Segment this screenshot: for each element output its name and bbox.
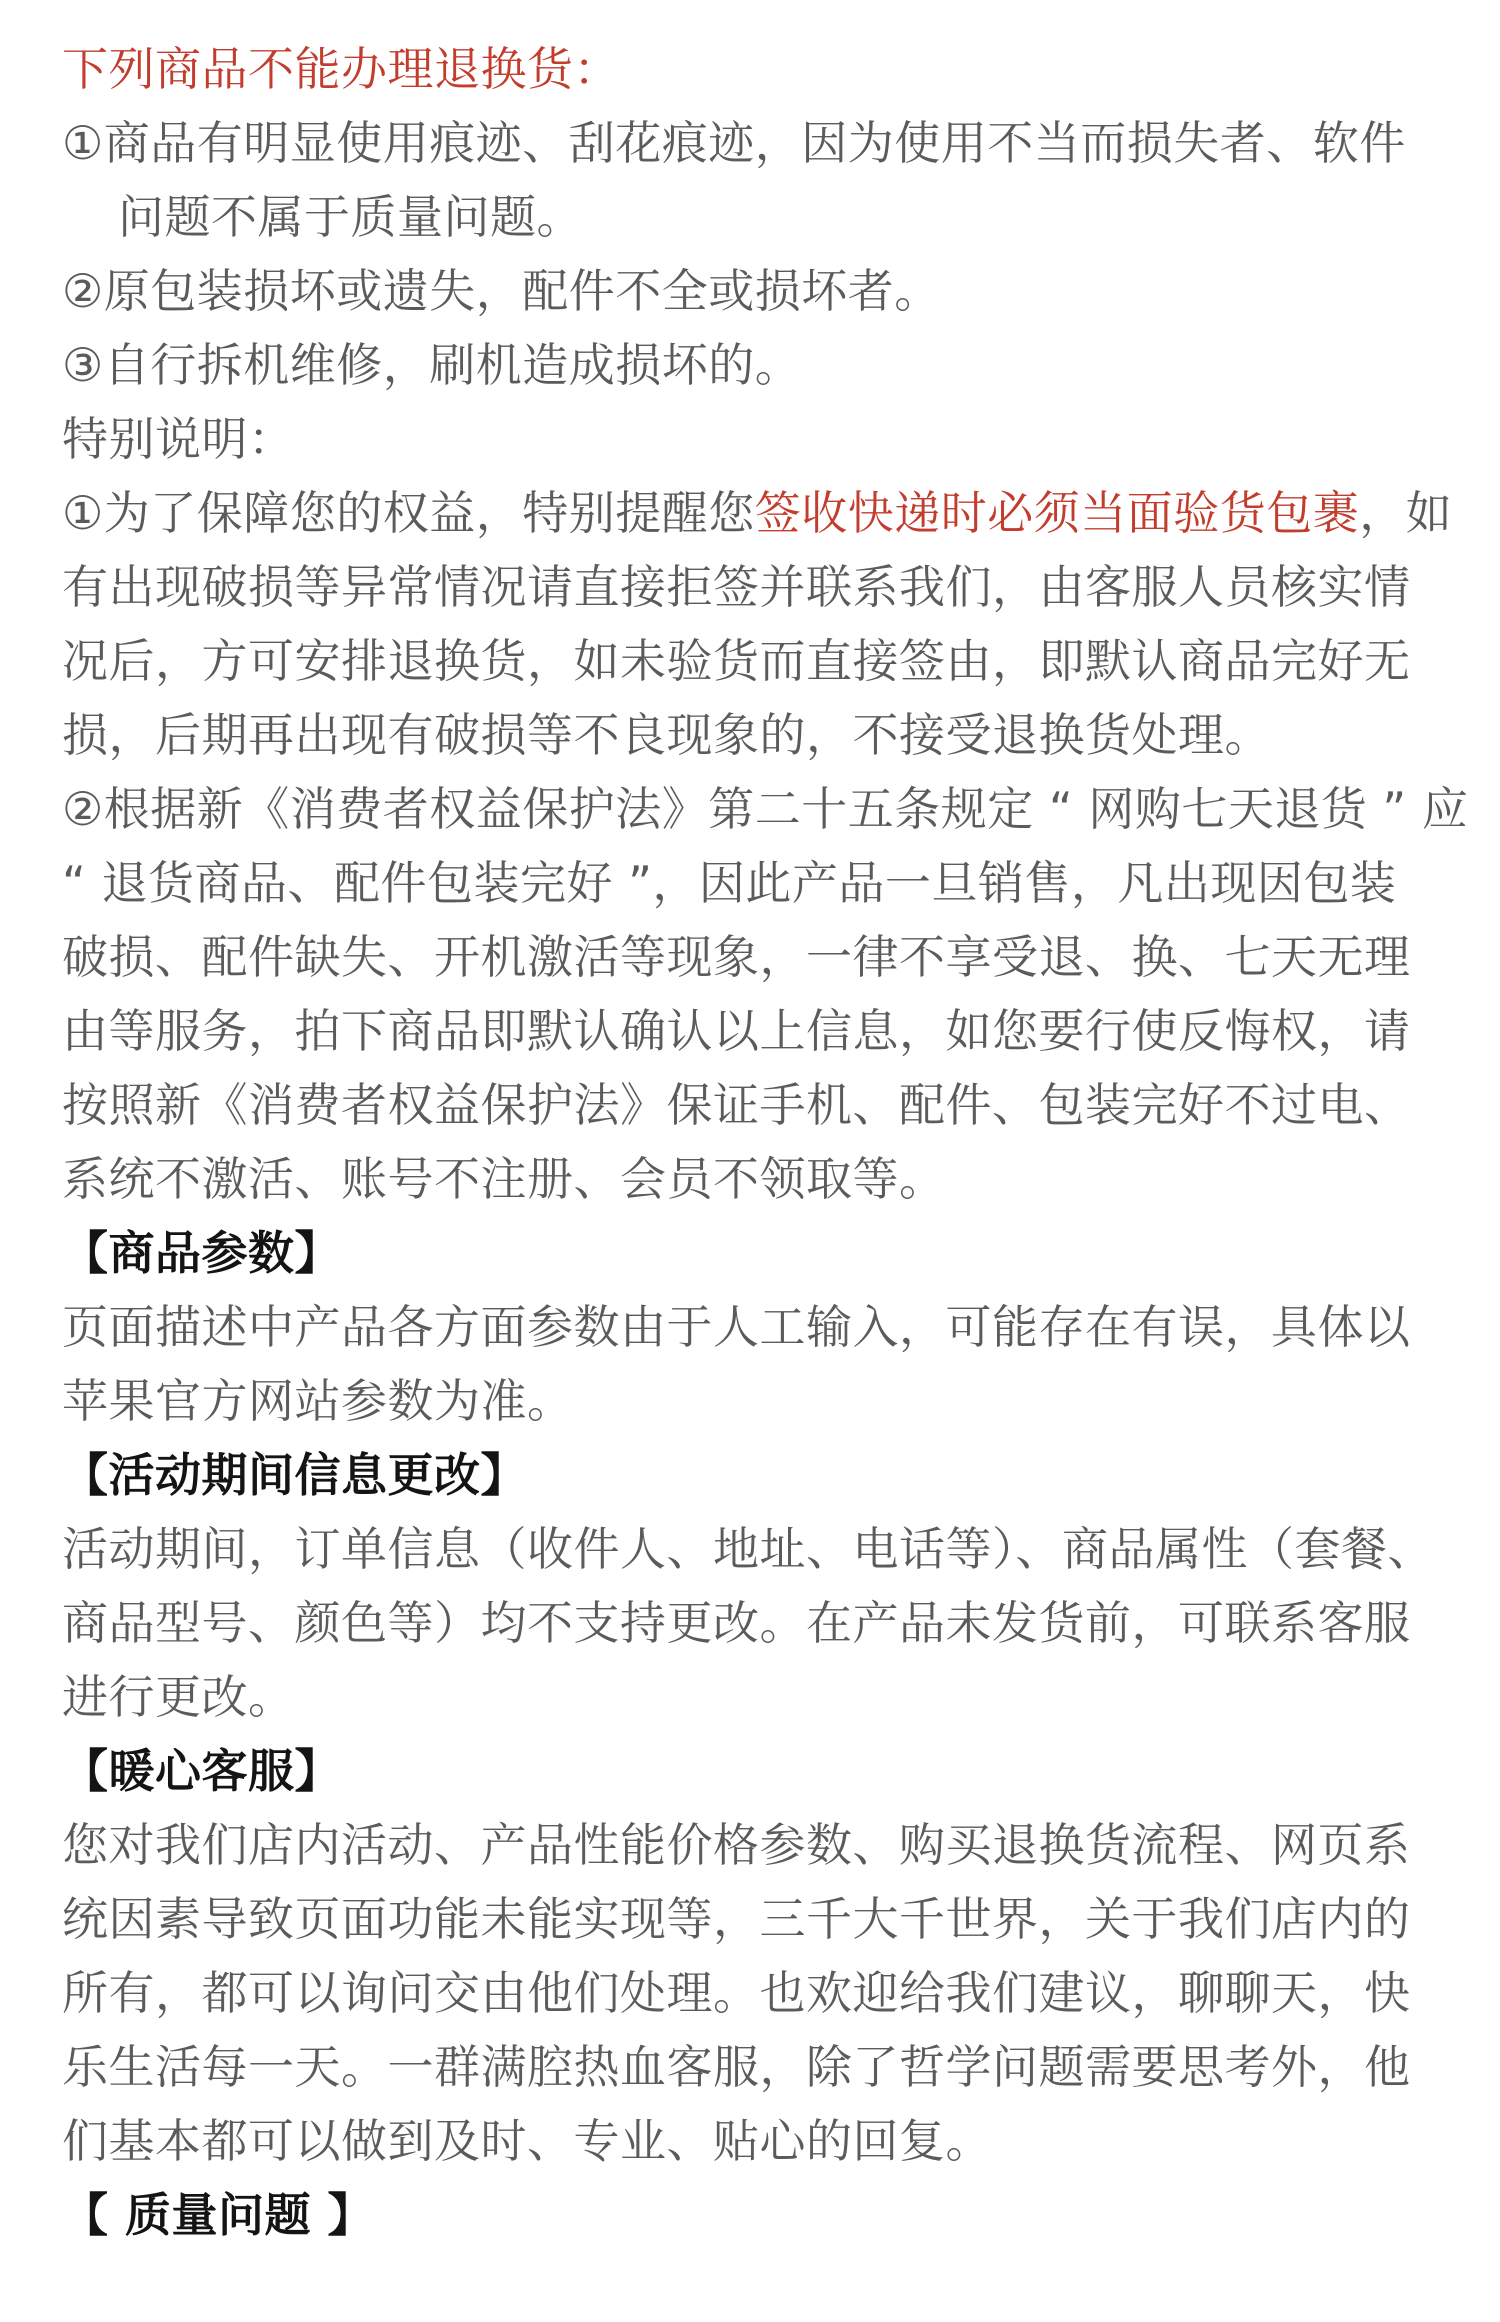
customer-service-title: 【暖心客服】 <box>62 1744 341 1798</box>
no-return-item-1: ①商品有明显使用痕迹、刮花痕迹，因为使用不当而损失者、软件 <box>62 116 1406 170</box>
no-return-item-1-cont: 问题不属于质量问题。 <box>118 190 583 244</box>
special-note-1-line-4: 损，后期再出现有破损等不良现象的，不接受退换货处理。 <box>62 708 1271 762</box>
customer-service-line-3: 所有，都可以询问交由他们处理。也欢迎给我们建议，聊聊天，快 <box>62 1966 1411 2020</box>
activity-changes-line-2: 商品型号、颜色等）均不支持更改。在产品未发货前，可联系客服 <box>62 1596 1411 1650</box>
special-note-1-line-3: 况后，方可安排退换货，如未验货而直接签由，即默认商品完好无 <box>62 634 1411 688</box>
product-params-line-1: 页面描述中产品各方面参数由于人工输入，可能存在有误，具体以 <box>62 1300 1411 1354</box>
special-note-2-line-4: 由等服务，拍下商品即默认确认以上信息，如您要行使反悔权，请 <box>62 1004 1411 1058</box>
customer-service-line-5: 们基本都可以做到及时、专业、贴心的回复。 <box>62 2114 992 2168</box>
special-note-1-line-2: 有出现破损等异常情况请直接拒签并联系我们，由客服人员核实情 <box>62 560 1411 614</box>
no-return-item-3: ③自行拆机维修，刷机造成损坏的。 <box>62 338 802 392</box>
no-return-item-2: ②原包装损坏或遗失，配件不全或损坏者。 <box>62 264 941 318</box>
activity-changes-title: 【活动期间信息更改】 <box>62 1448 527 1502</box>
special-note-1-pre: ①为了保障您的权益，特别提醒您 <box>62 486 755 540</box>
customer-service-line-1: 您对我们店内活动、产品性能价格参数、购买退换货流程、网页系 <box>62 1818 1411 1872</box>
product-params-title: 【商品参数】 <box>62 1226 341 1280</box>
special-note-2-line-2: “ 退货商品、配件包装完好 ”，因此产品一旦销售，凡出现因包装 <box>62 856 1397 910</box>
special-note-2-line-6: 系统不激活、账号不注册、会员不领取等。 <box>62 1152 946 1206</box>
special-note-1 <box>62 476 1452 550</box>
customer-service-line-2: 统因素导致页面功能未能实现等，三千大千世界，关于我们店内的 <box>62 1892 1411 1946</box>
special-note-1-post: ，如 <box>1359 486 1453 540</box>
special-note-2-line-3: 破损、配件缺失、开机激活等现象，一律不享受退、换、七天无理 <box>62 930 1411 984</box>
special-note-2-line-5: 按照新《消费者权益保护法》保证手机、配件、包装完好不过电、 <box>62 1078 1411 1132</box>
activity-changes-line-3: 进行更改。 <box>62 1670 295 1724</box>
special-notes-title: 特别说明： <box>62 412 295 466</box>
product-params-line-2: 苹果官方网站参数为准。 <box>62 1374 574 1428</box>
special-note-1-highlight: 签收快递时必须当面验货包裹 <box>754 486 1360 540</box>
activity-changes-line-1: 活动期间，订单信息（收件人、地址、电话等）、商品属性（套餐、 <box>62 1522 1434 1576</box>
no-return-title: 下列商品不能办理退换货： <box>62 42 620 96</box>
special-note-2: ②根据新《消费者权益保护法》第二十五条规定 “ 网购七天退货 ” 应 <box>62 782 1469 836</box>
quality-title: 【 质量问题 】 <box>62 2188 375 2242</box>
customer-service-line-4: 乐生活每一天。一群满腔热血客服，除了哲学问题需要思考外，他 <box>62 2040 1411 2094</box>
